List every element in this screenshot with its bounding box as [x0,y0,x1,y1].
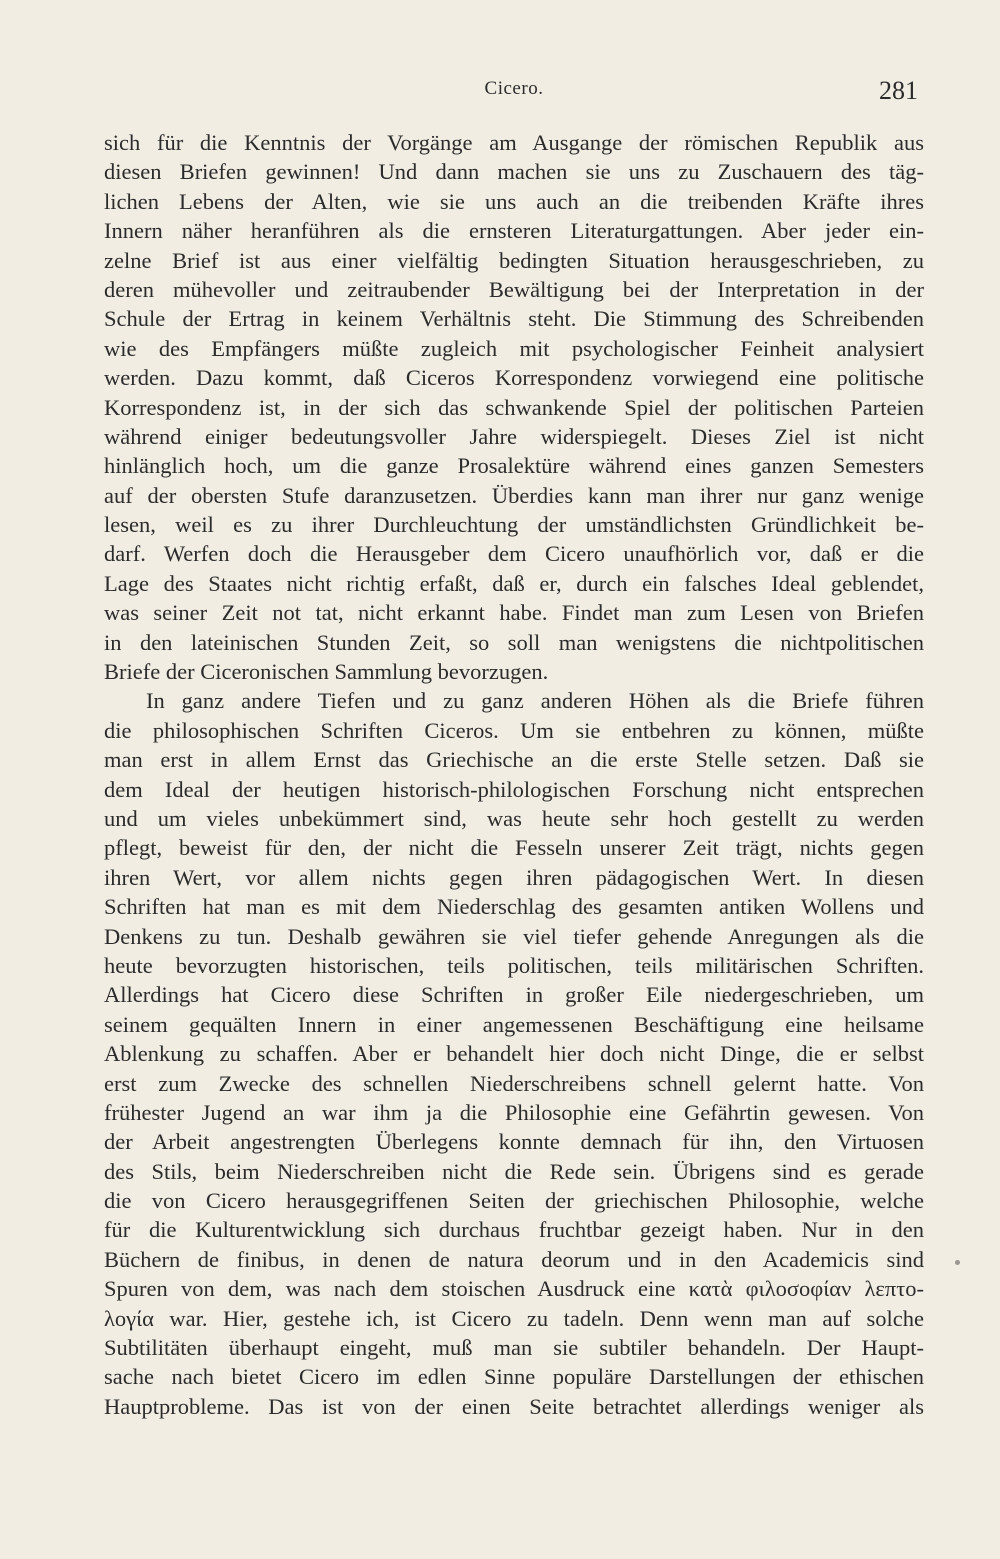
text-line: Ablenkung zu schaffen. Aber er behandelt hier doch nicht Dinge, die er selbst [104,1041,924,1067]
text-line: wie des Empfängers müßte zugleich mit psychologischer Feinheit analysiert [104,335,924,361]
page-number: 281 [879,76,918,105]
text-line: auf der obersten Stufe daranzusetzen. Überdies kann man ihrer nur ganz wenige [104,482,924,508]
text-line: Briefe der Ciceronischen Sammlung bevorzugen. [104,659,549,685]
text-line: dem Ideal der heutigen historisch-philologischen Forschung nicht entsprechen [104,776,924,802]
text-line: darf. Werfen doch die Herausgeber dem Cicero unaufhörlich vor, daß er die [104,541,924,567]
text-line: ihren Wert, vor allem nichts gegen ihren pädagogischen Wert. In diesen [104,864,924,890]
text-line: Korrespondenz ist, in der sich das schwankende Spiel der politischen Parteien [104,394,924,420]
text-line: Hauptprobleme. Das ist von der einen Seite betrachtet allerdings weniger als [104,1393,924,1419]
text-line: frühester Jugend an war ihm ja die Philosophie eine Gefährtin gewesen. Von [104,1099,924,1125]
text-line: während einiger bedeutungsvoller Jahre widerspiegelt. Dieses Ziel ist nicht [104,423,924,449]
text-line: heute bevorzugten historischen, teils politischen, teils militärischen Schriften. [104,952,924,978]
text-line: Lage des Staates nicht richtig erfaßt, daß er, durch ein falsches Ideal geblendet, [104,570,924,596]
text-line: Spuren von dem, was nach dem stoischen Ausdruck eine κατὰ φιλοσοφίαν λεπτο- [104,1276,924,1302]
text-line: Büchern de finibus, in denen de natura deorum und in den Academicis sind [104,1246,924,1272]
text-line: sache nach bietet Cicero im edlen Sinne populäre Darstellungen der ethischen [104,1364,924,1390]
text-line: Schule der Ertrag in keinem Verhältnis steht. Die Stimmung des Schreibenden [104,306,924,332]
text-line: seinem gequälten Innern in einer angemessenen Beschäftigung eine heilsame [104,1011,924,1037]
text-line: Schriften hat man es mit dem Niederschlag des gesamten antiken Wollens und [104,894,924,920]
text-line: λογία war. Hier, gestehe ich, ist Cicero zu tadeln. Denn wenn man auf solche [104,1305,924,1331]
text-line: Innern näher heranführen als die ernsteren Literaturgattungen. Aber jeder ein- [104,218,924,244]
text-line: pflegt, beweist für den, der nicht die Fesseln unserer Zeit trägt, nichts gegen [104,835,924,861]
text-line: und um vieles unbekümmert sind, was heute sehr hoch gestellt zu werden [104,805,924,831]
text-line: werden. Dazu kommt, daß Ciceros Korrespondenz vorwiegend eine politische [104,365,924,391]
text-line: hinlänglich hoch, um die ganze Prosalektüre während eines ganzen Semesters [104,453,924,479]
text-line: des Stils, beim Niederschreiben nicht die Rede sein. Übrigens sind es gerade [104,1158,924,1184]
text-line: In ganz andere Tiefen und zu ganz anderen Höhen als die Briefe führen [146,688,924,714]
running-title: Cicero. [484,78,544,99]
paper-speck [955,1260,960,1265]
text-line: erst zum Zwecke des schnellen Niederschreibens schnell gelernt hatte. Von [104,1070,924,1096]
text-line: in den lateinischen Stunden Zeit, so soll man wenigstens die nichtpolitischen [104,629,924,655]
text-line: deren mühevoller und zeitraubender Bewältigung bei der Interpretation in der [104,276,924,302]
text-line: man erst in allem Ernst das Griechische an die erste Stelle setzen. Daß sie [104,747,924,773]
text-line: lichen Lebens der Alten, wie sie uns auch an die treibenden Kräfte ihres [104,188,924,214]
text-line: für die Kulturentwicklung sich durchaus fruchtbar gezeigt haben. Nur in den [104,1217,924,1243]
text-line: die von Cicero herausgegriffenen Seiten der griechischen Philosophie, welche [104,1188,924,1214]
body-text [104,128,924,1421]
text-line: Allerdings hat Cicero diese Schriften in großer Eile niedergeschrieben, um [104,982,924,1008]
text-line: der Arbeit angestrengten Überlegens konnte demnach für ihn, den Virtuosen [104,1129,924,1155]
text-line: sich für die Kenntnis der Vorgänge am Ausgange der römischen Republik aus [104,130,924,155]
text-line: was seiner Zeit not tat, nicht erkannt habe. Findet man zum Lesen von Briefen [104,600,924,626]
text-line: die philosophischen Schriften Ciceros. Um sie entbehren zu können, müßte [104,717,924,743]
text-line: Denkens zu tun. Deshalb gewähren sie viel tiefer gehende Anregungen als die [104,923,924,949]
text-line: lesen, weil es zu ihrer Durchleuchtung der umständlichsten Gründlichkeit be- [104,512,924,538]
text-line: zelne Brief ist aus einer vielfältig bedingten Situation herausgeschrieben, zu [104,247,924,273]
text-line: diesen Briefen gewinnen! Und dann machen sie uns zu Zuschauern des täg- [104,159,924,185]
text-line: Subtilitäten überhaupt eingeht, muß man sie subtiler behandeln. Der Haupt- [104,1335,924,1361]
running-head [104,78,924,108]
